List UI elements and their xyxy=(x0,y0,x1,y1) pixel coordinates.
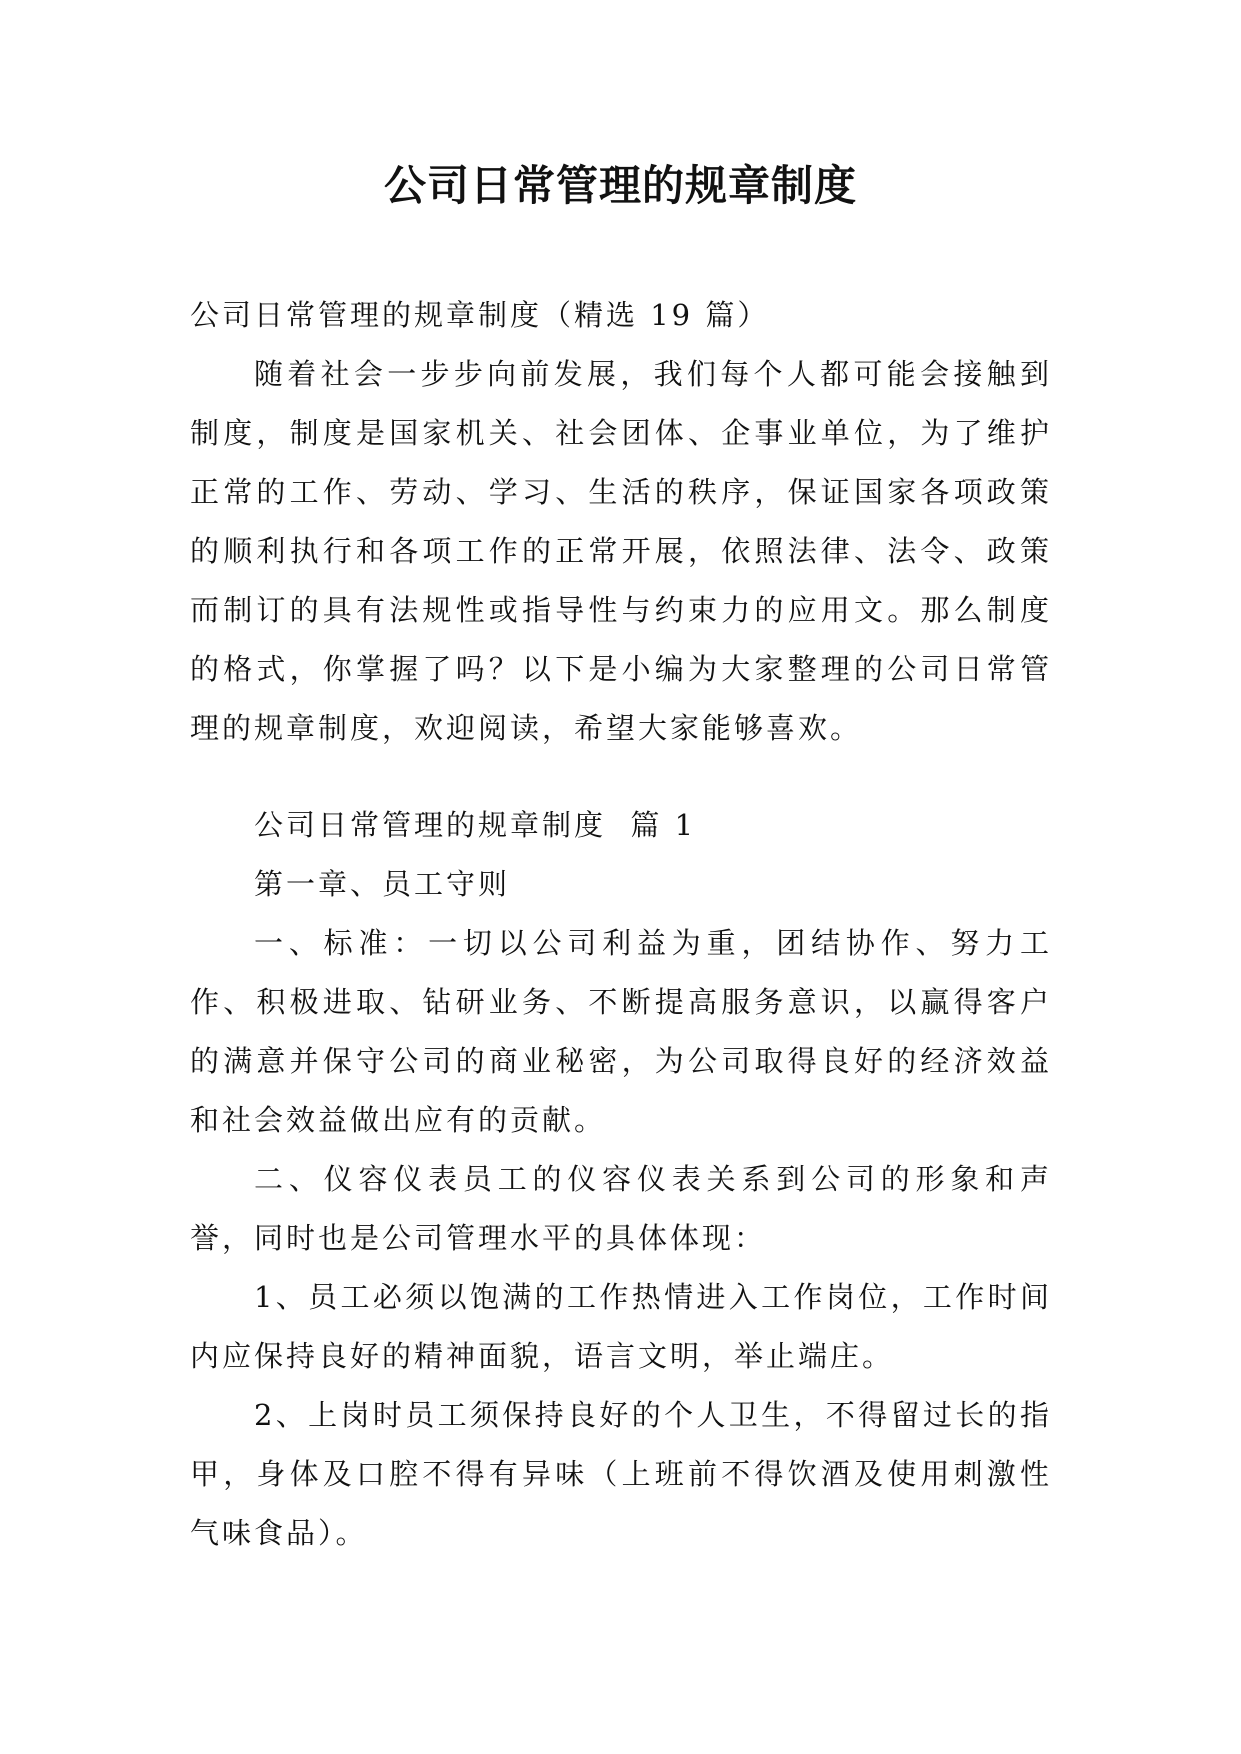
intro-block xyxy=(190,286,1052,758)
document-title: 公司日常管理的规章制度 xyxy=(383,161,857,210)
paragraph-item-2: 2、上岗时员工须保持良好的个人卫生，不得留过长的指甲，身体及口腔不得有异味（上班前不得饮酒及使用刺激性气味食品）。 xyxy=(190,1398,1052,1550)
document-subtitle: 公司日常管理的规章制度（精选 19 篇） xyxy=(190,298,770,332)
paragraph-standard: 一、标准：一切以公司利益为重，团结协作、努力工作、积极进取、钻研业务、不断提高服务意识，以赢得客户的满意并保守公司的商业秘密，为公司取得良好的经济效益和社会效益做出应有的贡献。 xyxy=(190,926,1052,1137)
section-heading: 公司日常管理的规章制度 篇 1 xyxy=(254,808,697,842)
section-block xyxy=(190,796,1052,1563)
paragraph-appearance: 二、仪容仪表员工的仪容仪表关系到公司的形象和声誉，同时也是公司管理水平的具体体现： xyxy=(190,1162,1052,1255)
chapter-heading: 第一章、员工守则 xyxy=(254,867,511,901)
paragraph-item-1: 1、员工必须以饱满的工作热情进入工作岗位，工作时间内应保持良好的精神面貌，语言文明，举止端庄。 xyxy=(190,1280,1052,1373)
intro-paragraph: 随着社会一步步向前发展，我们每个人都可能会接触到制度，制度是国家机关、社会团体、企事业单位，为了维护正常的工作、劳动、学习、生活的秩序，保证国家各项政策的顺利执行和各项工作的正常开展，依照法律、法令、政策而制订的具有法规性或指导性与约束力的应用文。那么制度的格式，你掌握了吗？以下是小编为大家整理的公司日常管理的规章制度，欢迎阅读，希望大家能够喜欢。 xyxy=(190,357,1052,745)
